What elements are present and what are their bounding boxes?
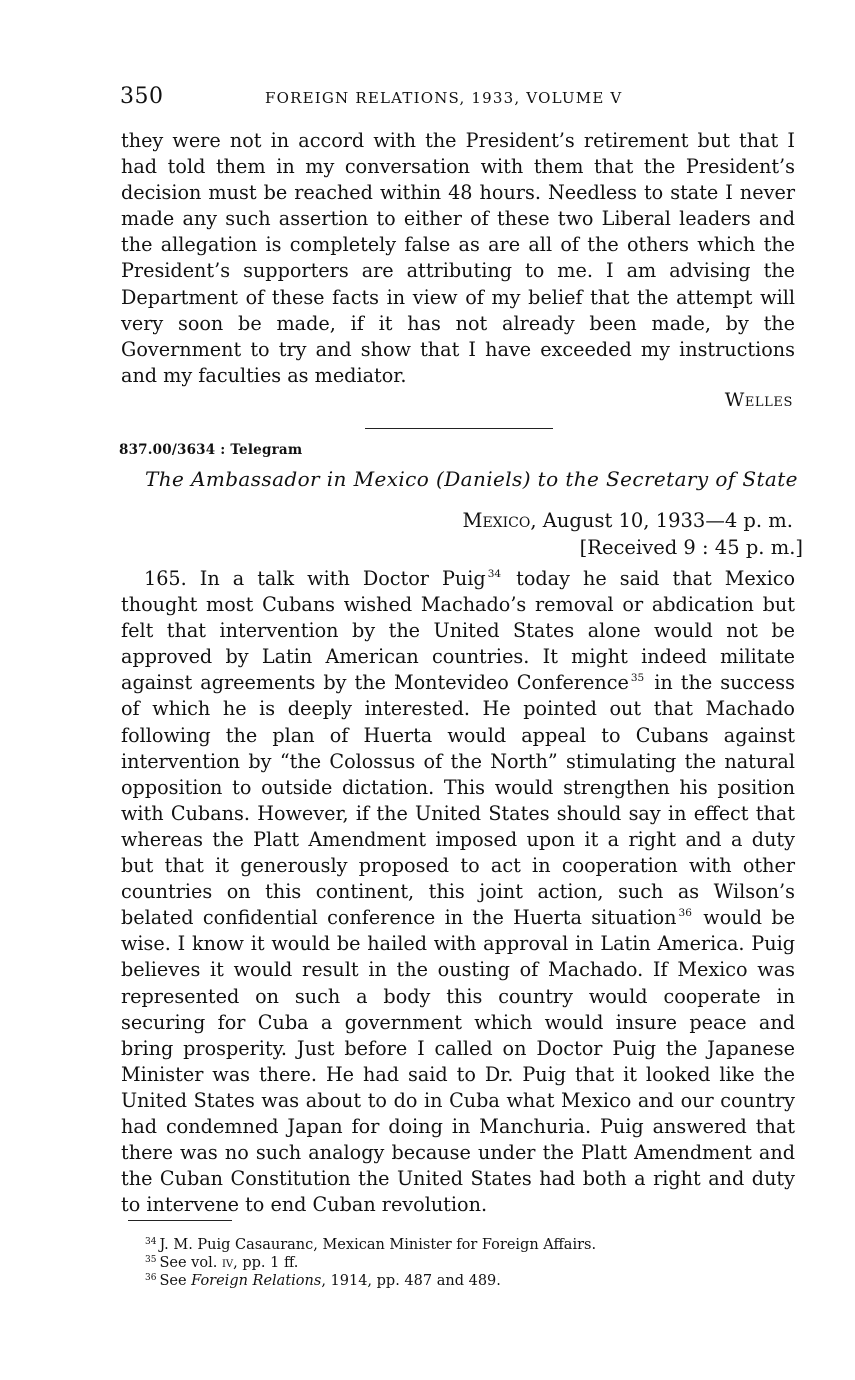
footnote-text: , pp. 1 ff.: [233, 1255, 299, 1271]
page-number: 350: [120, 84, 164, 109]
footnote-mark: 34: [145, 1237, 157, 1247]
signature: Welles: [724, 389, 793, 411]
document-title: The Ambassador in Mexico (Daniels) to the Secretary of State: [145, 467, 798, 491]
running-head: FOREIGN RELATIONS, 1933, VOLUME V: [265, 89, 623, 107]
footnote-text: See vol.: [159, 1255, 222, 1271]
footnote-ref: 34: [487, 568, 502, 580]
body-text: would be wise. I know it would be hailed with approval in Latin America. Puig believes it would result in the ousting of Machado. If Mexico was represented on such a body this country would cooperate in securing for Cuba a government which would insure peace and bring prosperity. Just before I called on Doctor Puig the Japanese Minister was there. He had said to Dr. Puig that it looked like the United States was about to do in Cuba what Mexico and our country had condemned Japan for doing in Manchuria. Puig answered that there was no such analogy because under the Platt Amendment and the Cuban Constitution the United States had both a right and duty to intervene to end Cuban revolution.: [121, 906, 796, 1217]
footnote-divider: [128, 1220, 232, 1221]
footnote-title: Foreign Relations: [191, 1273, 322, 1289]
continuation-paragraph: they were not in accord with the President’s retirement but that I had told them in my conversation with them that the President’s decision must be reached within 48 hours. Needless to state I never made any such assertion to either of these two Liberal leaders and the allegation is completely false as are all of the others which the President’s supporters are attributing to me. I am advising the Department of these facts in view of my belief that the attempt will very soon be made, if it has not already been made, by the Government to try and show that I have exceeded my instructions and my faculties as mediator.: [121, 129, 795, 387]
footnote-ref: 35: [630, 672, 645, 685]
body-text: in the success of which he is deeply interested. He pointed out that Machado following the plan of Huerta would appeal to Cubans against intervention by “the Colossus of the North” stimulating the natural opposition to outside dictation. This would strengthen his position with Cubans. However, if the United States should say in effect that whereas the Platt Amendment imposed upon it a right and a duty but that it generously proposed to act in cooperation with other countries on this continent, this joint action, such as Wilson’s belated confidential conference in the Huerta situation: [121, 671, 795, 930]
footnote-text: , 1914, pp. 487 and 489.: [321, 1273, 501, 1289]
footnote-mark: 36: [145, 1273, 157, 1283]
footnote: [145, 1269, 501, 1290]
footnote-text: J. M. Puig Casauranc, Mexican Minister for Foreign Affairs.: [159, 1237, 597, 1253]
received-time: [Received 9 : 45 p. m.]: [579, 536, 803, 559]
footnote-mark: 35: [145, 1255, 157, 1265]
footnote-volume: iv: [221, 1255, 234, 1271]
dateline-place: Mexico: [462, 509, 531, 532]
dateline: [462, 509, 793, 532]
telegram-body: [121, 566, 795, 1218]
section-divider: [365, 428, 553, 429]
body-text: 165. In a talk with Doctor Puig: [144, 567, 486, 590]
dateline-date: , August 10, 1933—4 p. m.: [530, 509, 793, 532]
page-header: [120, 84, 800, 114]
footnote-text: See: [159, 1273, 192, 1289]
footnote-ref: 36: [678, 907, 692, 920]
file-reference: 837.00/3634 : Telegram: [119, 442, 303, 458]
body-text: today he said that Mexico thought most Cubans wished Machado’s removal or abdication but felt that intervention by the United States alone would not be approved by Latin American countries. It might indeed militate against agreements by the Montevideo Conference: [121, 567, 796, 695]
